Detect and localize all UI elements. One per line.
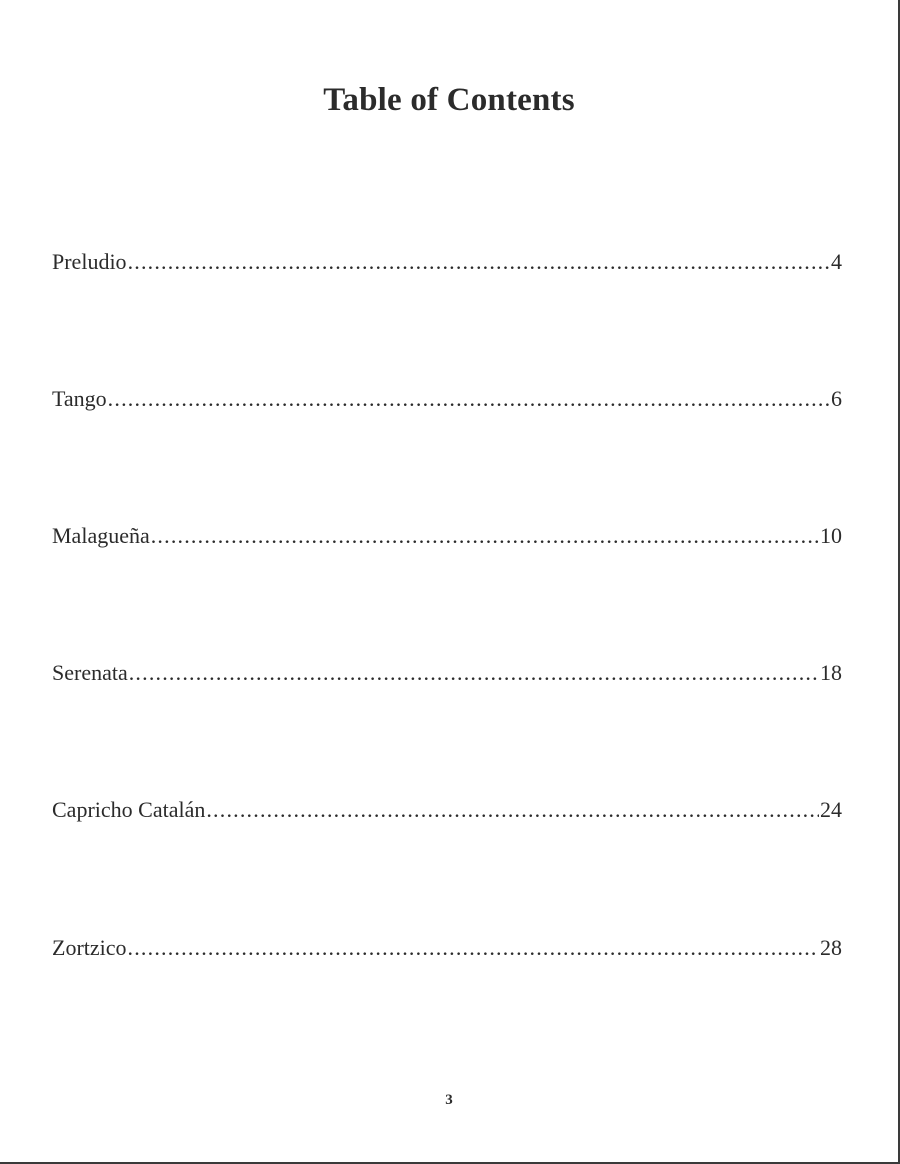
- toc-entry: [52, 520, 842, 552]
- dot-leader: [206, 794, 819, 826]
- page-number: 3: [445, 1092, 453, 1108]
- page-title: Table of Contents: [323, 82, 575, 118]
- toc-entry: [52, 246, 842, 278]
- toc-entry-page: 10: [820, 523, 842, 548]
- toc-entry-title: Malagueña: [52, 523, 150, 548]
- dot-leader: [128, 246, 830, 278]
- toc-entry: [52, 383, 842, 415]
- toc-entry-title: Capricho Catalán: [52, 797, 206, 822]
- toc-entry: [52, 657, 842, 689]
- toc-entry: [52, 932, 842, 964]
- toc-entry-page: 28: [820, 935, 842, 960]
- dot-leader: [129, 657, 819, 689]
- toc-entry-page: 4: [831, 249, 842, 274]
- toc-entry-title: Zortzico: [52, 935, 127, 960]
- dot-leader: [108, 383, 830, 415]
- dot-leader: [128, 932, 819, 964]
- toc-entry-page: 6: [831, 386, 842, 411]
- toc-entry-title: Preludio: [52, 249, 127, 274]
- toc-entry-title: Serenata: [52, 660, 128, 685]
- toc-entry-page: 18: [820, 660, 842, 685]
- toc-entry-title: Tango: [52, 386, 107, 411]
- toc-entry-page: 24: [820, 797, 842, 822]
- toc-entry: [52, 794, 842, 826]
- dot-leader: [151, 520, 819, 552]
